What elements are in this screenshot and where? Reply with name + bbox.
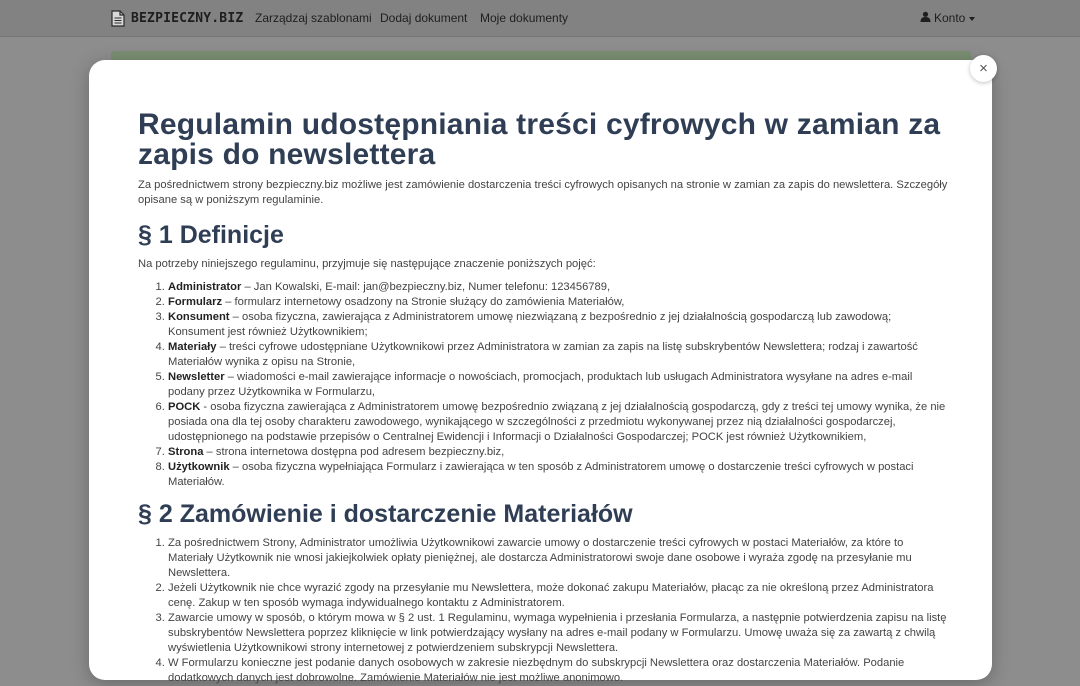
brand-logo[interactable] bbox=[111, 9, 243, 27]
definition-item bbox=[168, 400, 948, 445]
definition-term: Formularz bbox=[168, 296, 223, 308]
document-icon bbox=[111, 10, 125, 27]
caret-down-icon bbox=[969, 17, 975, 21]
definition-term: Newsletter bbox=[168, 371, 225, 383]
definition-text: – formularz internetowy osadzony na Stronie służący do zamówienia Materiałów, bbox=[222, 296, 625, 308]
definitions-list bbox=[138, 280, 948, 490]
definition-term: Użytkownik bbox=[168, 461, 230, 473]
user-icon bbox=[920, 11, 931, 25]
definition-item bbox=[168, 370, 948, 400]
close-icon: × bbox=[979, 60, 988, 77]
definition-item bbox=[168, 340, 948, 370]
section-1-heading: § 1 Definicje bbox=[138, 221, 284, 249]
definition-term: Strona bbox=[168, 446, 204, 458]
definition-item bbox=[168, 295, 948, 310]
terms-modal bbox=[89, 60, 992, 684]
definition-text: - osoba fizyczna zawierająca z Administratorem umowę bezpośrednio związaną z jej działalnością gospodarczą, gdy z treści tej umowy wynika, że nie posiada ona dla tej osoby charakteru zawodowego, wynikającego w szczególności z przedmiotu wykonywanej przez nią działalności gospodarczej, udostępnionego na podstawie przepisów o Centralnej Ewidencji i Informacji o Działalności Gospodarczej; POCK jest również Użytkownikiem, bbox=[168, 401, 946, 443]
definition-text: – treści cyfrowe udostępniane Użytkownikowi przez Administratora w zamian za zapis na listę subskrybentów Newslettera; rodzaj i zawartość Materiałów wynika z opisu na Stronie, bbox=[168, 341, 918, 368]
account-dropdown[interactable] bbox=[920, 11, 975, 25]
definition-text: – osoba fizyczna wypełniająca Formularz i zawierająca w ten sposób z Administratorem umowę o dostarczenie treści cyfrowych w postaci Materiałów. bbox=[168, 461, 914, 488]
close-button[interactable] bbox=[970, 55, 997, 82]
intro-paragraph: Za pośrednictwem strony bezpieczny.biz możliwe jest zamówienie dostarczenia treści cyfrowych opisanych na stronie w zamian za zapis do newslettera. Szczegóły opisane są w poniższym regulaminie. bbox=[138, 179, 948, 206]
definition-term: Materiały bbox=[168, 341, 217, 353]
section-2-item: 3. Zawarcie umowy w sposób, o którym mowa w § 2 ust. 1 Regulaminu, wymaga wypełnienia i przesłania Formularza, a następnie potwierdzenia zapisu na listę subskrybentów Newslettera poprzez kliknięcie w link potwierdzający wysłany na adres e-mail podany w Formularzu. Umowę uważa się za zawartą z chwilą wyświetlenia Użytkownikowi strony internetowej z potwierdzeniem subskrypcji Newslettera. bbox=[168, 611, 948, 656]
definition-text: – strona internetowa dostępna pod adresem bezpieczny.biz, bbox=[203, 446, 505, 458]
definition-text: – Jan Kowalski, E-mail: jan@bezpieczny.biz, Numer telefonu: 123456789, bbox=[241, 281, 611, 293]
account-label: Konto bbox=[934, 11, 966, 25]
section-2-item: 4. W Formularzu konieczne jest podanie danych osobowych w zakresie niezbędnym do subskrypcji Newslettera oraz dostarczenia Materiałów. Podanie dodatkowych danych jest dobrowolne. Zamówienie Materiałów nie jest możliwe anonimowo. bbox=[168, 656, 948, 686]
definition-text: – wiadomości e-mail zawierające informacje o nowościach, promocjach, produktach lub usługach Administratora wysyłane na adres e-mail podany przez Użytkownika w Formularzu, bbox=[168, 371, 913, 398]
nav-add-document[interactable]: Dodaj dokument bbox=[380, 11, 468, 25]
brand-name: BEZPIECZNY.BIZ bbox=[131, 10, 244, 26]
definition-item bbox=[168, 445, 948, 460]
section-2-heading: § 2 Zamówienie i dostarczenie Materiałów bbox=[138, 500, 633, 528]
section-2-item: 1. Za pośrednictwem Strony, Administrator umożliwia Użytkownikowi zawarcie umowy o dostarczenie treści cyfrowych w postaci Materiałów, za które to Materiały Użytkownik nie wnosi jakiejkolwiek opłaty pieniężnej, ale dostarcza Administratorowi swoje dane osobowe i wyraża zgodę na przesyłanie mu Newslettera. bbox=[168, 536, 948, 581]
page-title: Regulamin udostępniania treści cyfrowych w zamian za zapis do newslettera bbox=[138, 108, 941, 171]
nav-manage-templates[interactable]: Zarządzaj szablonami bbox=[255, 11, 372, 25]
definition-item bbox=[168, 310, 948, 340]
definition-item bbox=[168, 280, 948, 295]
modal-content bbox=[138, 110, 948, 686]
section-2-list bbox=[138, 536, 948, 686]
section-1-intro: Na potrzeby niniejszego regulaminu, przyjmuje się następujące znaczenie poniższych pojęć: bbox=[138, 258, 596, 270]
definition-term: Konsument bbox=[168, 311, 230, 323]
definition-term: POCK bbox=[168, 401, 201, 413]
definition-item bbox=[168, 460, 948, 490]
nav-my-documents[interactable]: Moje dokumenty bbox=[480, 11, 569, 25]
definition-text: – osoba fizyczna, zawierająca z Administratorem umowę niezwiązaną z bezpośrednio z jej działalnością gospodarczą lub zawodową; Konsument jest również Użytkownikiem; bbox=[168, 311, 892, 338]
section-2-item: 2. Jeżeli Użytkownik nie chce wyrazić zgody na przesyłanie mu Newslettera, może dokonać zakupu Materiałów, płacąc za nie określoną przez Administratora cenę. Zakup w ten sposób wymaga indywidualnego kontaktu z Administratorem. bbox=[168, 581, 948, 611]
top-navbar bbox=[0, 0, 1080, 37]
definition-term: Administrator bbox=[168, 281, 242, 293]
